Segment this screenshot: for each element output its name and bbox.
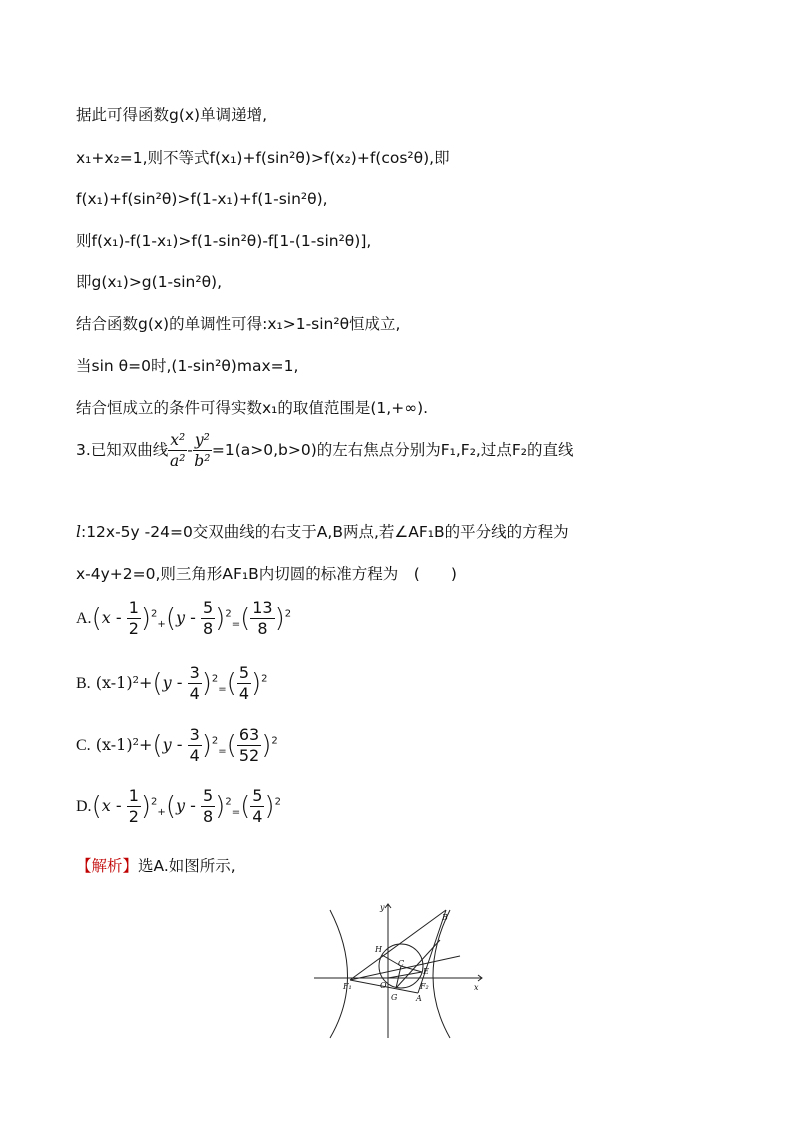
problem-statement-line-3: x-4y+2=0,则三角形AF₁B内切圆的标准方程为 ( ) bbox=[76, 565, 457, 583]
label-h: H bbox=[375, 945, 382, 954]
frac-den: 4 bbox=[189, 684, 200, 703]
text-line-1: 据此可得函数g(x)单调递增, bbox=[76, 106, 268, 124]
option-c[interactable]: C. (x-1)²+(y - $\frac{3}{4}$ )$^2_=$( $\frac{63}{52}$ )$^2$ bbox=[76, 725, 278, 765]
frac-num: 1 bbox=[128, 786, 139, 805]
frac-num: 63 bbox=[238, 725, 260, 744]
label-g: G bbox=[391, 993, 398, 1002]
line-l-symbol: l bbox=[76, 523, 81, 541]
option-label: A. bbox=[76, 610, 92, 627]
solution-tag: 【解析】 bbox=[76, 857, 139, 875]
text-line-8: 结合恒成立的条件可得实数x₁的取值范围是(1,+∞). bbox=[76, 399, 429, 417]
label-b: B bbox=[442, 913, 448, 922]
frac-num: 3 bbox=[189, 725, 200, 744]
frac-num: 5 bbox=[202, 786, 214, 805]
frac-den: 8 bbox=[202, 807, 214, 826]
text-line-4: 则f(x₁)-f(1-x₁)>f(1-sin²θ)-f[1-(1-sin²θ)], bbox=[76, 232, 372, 250]
option-label: B. bbox=[76, 675, 91, 692]
frac-den: 4 bbox=[189, 746, 200, 765]
hyperbola-figure bbox=[310, 900, 490, 1042]
problem-rest-1: =1(a>0,b>0)的左右焦点分别为F₁,F₂,过点F₂的直线 bbox=[211, 441, 574, 459]
hyperbola-right-branch bbox=[433, 910, 450, 1038]
frac-den: 52 bbox=[238, 746, 260, 765]
problem-lead: 3.已知双曲线 bbox=[76, 441, 169, 459]
text-line-2: x₁+x₂=1,则不等式f(x₁)+f(sin²θ)>f(x₂)+f(cos²θ),即 bbox=[76, 149, 450, 167]
solution-text: 选A.如图所示, bbox=[138, 857, 236, 875]
frac-num: 5 bbox=[252, 786, 263, 805]
fraction-x2-a2 bbox=[168, 430, 187, 471]
frac-num: 5 bbox=[238, 663, 250, 682]
problem-statement-line-2 bbox=[76, 522, 569, 542]
frac-den: 4 bbox=[252, 807, 263, 826]
label-f1: F₁ bbox=[343, 982, 352, 991]
frac-num: 5 bbox=[202, 598, 214, 617]
minus-sign: - bbox=[187, 441, 193, 459]
frac-num: 3 bbox=[189, 663, 200, 682]
frac-num: 1 bbox=[128, 598, 139, 617]
label-f2: F₂ bbox=[420, 982, 429, 991]
text-line-3: f(x₁)+f(sin²θ)>f(1-x₁)+f(1-sin²θ), bbox=[76, 190, 328, 208]
label-y: y bbox=[380, 903, 385, 912]
label-o: O bbox=[380, 981, 387, 990]
option-x-part: (x-1)²+ bbox=[95, 673, 153, 692]
option-b[interactable]: B. (x-1)²+(y - $\frac{3}{4}$ )$^2_=$( $\frac{5}{4}$ )$^2$ bbox=[76, 663, 268, 703]
frac-den: 8 bbox=[202, 619, 214, 638]
problem-line-2-text: :12x-5y -24=0交双曲线的右支于A,B两点,若∠AF₁B的平分线的方程为 bbox=[80, 523, 569, 541]
frac-den: a² bbox=[170, 452, 186, 470]
label-e: E bbox=[423, 967, 429, 976]
option-a[interactable]: A.(x - $\frac{1}{2}$ )$^2_+$(y - $\frac{5}{8}$ )$^2_=$( $\frac{13}{8}$ )$^2$ bbox=[76, 598, 292, 638]
frac-den: b² bbox=[194, 452, 211, 470]
text-line-7: 当sin θ=0时,(1-sin²θ)max=1, bbox=[76, 357, 299, 375]
label-x: x bbox=[474, 983, 479, 992]
frac-den: 4 bbox=[238, 684, 250, 703]
frac-den: 2 bbox=[128, 807, 139, 826]
frac-den: 8 bbox=[257, 619, 268, 638]
problem-statement-line-1 bbox=[76, 430, 574, 471]
frac-num: x² bbox=[170, 431, 186, 449]
frac-num: y² bbox=[194, 431, 210, 449]
option-x-part: (x-1)²+ bbox=[95, 735, 153, 754]
solution-line bbox=[76, 856, 236, 876]
option-label: D. bbox=[76, 798, 92, 815]
hyperbola-left-branch bbox=[330, 910, 348, 1038]
label-c: C bbox=[398, 959, 405, 968]
fraction-y2-b2 bbox=[193, 430, 212, 471]
frac-num: 13 bbox=[252, 598, 273, 617]
label-a: A bbox=[416, 994, 422, 1003]
text-line-5: 即g(x₁)>g(1-sin²θ), bbox=[76, 273, 223, 291]
text-line-6: 结合函数g(x)的单调性可得:x₁>1-sin²θ恒成立, bbox=[76, 315, 401, 333]
line-ab bbox=[418, 910, 446, 993]
option-label: C. bbox=[76, 737, 91, 754]
frac-den: 2 bbox=[128, 619, 139, 638]
option-d[interactable]: D.(x - $\frac{1}{2}$ )$^2_+$(y - $\frac{5}{8}$ )$^2_=$( $\frac{5}{4}$ )$^2$ bbox=[76, 786, 281, 826]
segment-oe bbox=[388, 972, 422, 978]
